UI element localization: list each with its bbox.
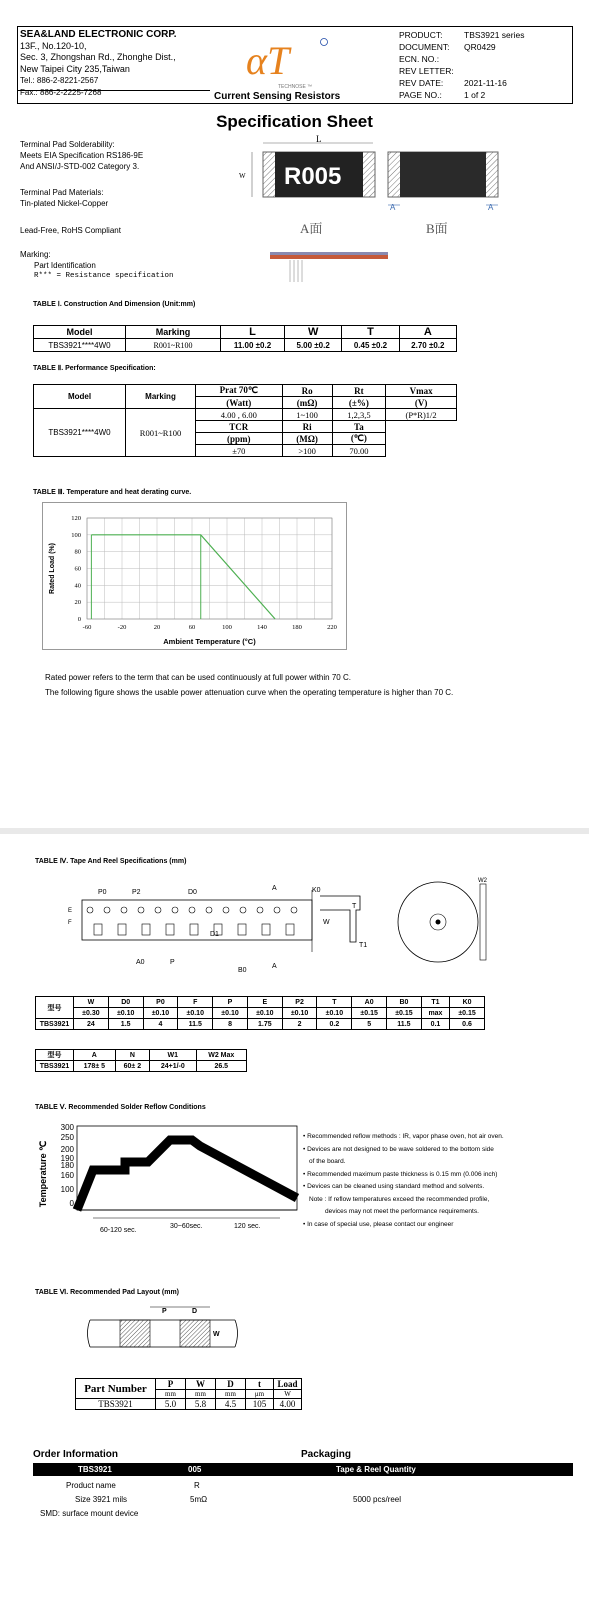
t4-tol-5: ±0.10 (247, 1008, 282, 1019)
svg-text:K0: K0 (312, 887, 321, 894)
tel: Tel.: 886-2-8221-2567 (20, 76, 99, 85)
table2-label: TABLE Ⅱ. Performance Specification: (33, 365, 156, 372)
t6-u-p: mm (156, 1390, 186, 1399)
t2-h-prat: Prat 70℃ (196, 385, 283, 397)
svg-text:B面: B面 (426, 221, 448, 236)
t4-col-2: P0 (143, 997, 178, 1008)
table3-label: TABLE Ⅲ. Temperature and heat derating curve. (33, 489, 192, 496)
sprocket-hole (257, 907, 263, 913)
svg-text:B0: B0 (238, 967, 247, 974)
t4r-row-head: 型号 (36, 1050, 74, 1061)
tape-pocket (262, 924, 270, 935)
resistor-drawing (230, 132, 510, 282)
sprocket-hole (223, 907, 229, 913)
t2-h-model: Model (34, 385, 126, 409)
t2-u-ro: (mΩ) (282, 397, 332, 409)
rated-power-note-2: The following figure shows the usable power attenuation curve when the operating temperature is higher than 70 C. (45, 688, 454, 697)
t2-marking: R001~R100 (126, 409, 196, 457)
sprocket-hole (172, 907, 178, 913)
svg-text:P: P (170, 959, 175, 966)
tape-pocket (142, 924, 150, 935)
t1-l: 11.00 ±0.2 (221, 339, 285, 352)
y-tick-label: 100 (71, 531, 81, 539)
sprocket-hole (240, 907, 246, 913)
fax: Fax.: 886-2-2225-7268 (20, 87, 102, 97)
sprocket-hole (138, 907, 144, 913)
x-tick-label: 140 (257, 624, 267, 631)
t4-col-4: P (213, 997, 248, 1008)
order-header-bar (33, 1463, 573, 1476)
svg-text:D: D (192, 1308, 198, 1315)
t4-val-8: 5 (352, 1019, 387, 1030)
t4-val-9: 11.5 (387, 1019, 422, 1030)
company-logo (226, 32, 336, 92)
y-tick-label: 60 (74, 565, 81, 573)
order-resistance: 5mΩ (190, 1495, 208, 1504)
t4r-model: TBS3921 (36, 1061, 74, 1072)
reflow-ytick: 300 (60, 1123, 74, 1132)
t6-u-load: W (274, 1390, 302, 1399)
order-smd-note: SMD: surface mount device (40, 1509, 139, 1518)
packaging-title: Packaging (301, 1449, 352, 1460)
svg-text:A面: A面 (300, 221, 323, 236)
svg-text:αT: αT (246, 38, 290, 83)
t4-val-4: 8 (213, 1019, 248, 1030)
t6-part: TBS3921 (76, 1399, 156, 1410)
t4-tol-9: ±0.15 (387, 1008, 422, 1019)
t2-u-tcr: (ppm) (196, 433, 283, 445)
x-tick-label: 60 (188, 624, 196, 631)
reel-spec-table (35, 1049, 247, 1072)
sprocket-hole (155, 907, 161, 913)
order-size: Size 3921 mils (75, 1495, 128, 1504)
t2-v-ri: >100 (282, 445, 332, 457)
tape-drawing (60, 872, 500, 982)
t1-h-model: Model (34, 326, 126, 339)
t1-h-l: L (221, 326, 285, 339)
t4-col-6: P2 (282, 997, 317, 1008)
t4-tol-2: ±0.10 (143, 1008, 178, 1019)
t4-col-9: B0 (387, 997, 422, 1008)
t4-model: TBS3921 (36, 1019, 74, 1030)
svg-text:30~60sec.: 30~60sec. (170, 1223, 203, 1230)
y-tick-label: 80 (74, 548, 81, 556)
tape-pocket (286, 924, 294, 935)
svg-text:F: F (68, 920, 72, 926)
t4-val-6: 2 (282, 1019, 317, 1030)
t2-v-ta: 70.00 (332, 445, 386, 457)
y-tick-label: 40 (74, 582, 81, 590)
rated-power-note-1: Rated power refers to the term that can be used continuously at full power within 70 C. (45, 673, 351, 682)
x-tick-label: -60 (82, 624, 92, 631)
t6-h-d: D (216, 1379, 246, 1390)
t4-tol-11: ±0.15 (450, 1008, 485, 1019)
reflow-chart (30, 1118, 300, 1244)
t4-col-7: T (317, 997, 352, 1008)
t4-tol-8: ±0.15 (352, 1008, 387, 1019)
t1-w: 5.00 ±0.2 (285, 339, 342, 352)
document-header (17, 26, 573, 104)
t2-empty (386, 421, 457, 457)
svg-text:R005: R005 (284, 163, 342, 190)
t4-val-0: 24 (74, 1019, 109, 1030)
x-tick-label: 20 (153, 624, 161, 631)
address-line-2: Sec. 3, Zhongshan Rd., Zhonghe Dist., (20, 52, 176, 62)
svg-text:A: A (488, 203, 494, 212)
t2-v-prat: 4.00 , 6.00 (196, 409, 283, 421)
company-block (20, 29, 177, 98)
svg-text:P: P (162, 1308, 167, 1315)
t4-row-head: 型号 (36, 997, 74, 1019)
t4-val-1: 1.5 (108, 1019, 143, 1030)
order-product-name: Product name (66, 1481, 116, 1490)
svg-text:W: W (239, 172, 246, 180)
svg-text:A0: A0 (136, 959, 145, 966)
order-bar-code: 005 (188, 1465, 202, 1474)
reflow-ytick: 0 (69, 1199, 74, 1208)
t2-u-vmax: (V) (386, 397, 457, 409)
pad-layout-drawing (85, 1302, 245, 1366)
t1-t: 0.45 ±0.2 (342, 339, 399, 352)
svg-text:Temperature ℃: Temperature ℃ (38, 1140, 48, 1208)
t4-col-8: A0 (352, 997, 387, 1008)
sprocket-hole (189, 907, 195, 913)
table6-label: TABLE Ⅵ. Recommended Pad Layout (mm) (35, 1289, 180, 1296)
x-axis-label: Ambient Temperature (°C) (163, 637, 256, 646)
t6-d: 4.5 (216, 1399, 246, 1410)
t4-col-1: D0 (108, 997, 143, 1008)
t6-u-t: μm (246, 1390, 274, 1399)
t4-val-5: 1.75 (247, 1019, 282, 1030)
t4-tol-4: ±0.10 (213, 1008, 248, 1019)
svg-text:D1: D1 (210, 931, 219, 938)
tape-pocket (190, 924, 198, 935)
tape-pocket (166, 924, 174, 935)
t2-model: TBS3921****4W0 (34, 409, 126, 457)
t6-h-w: W (186, 1379, 216, 1390)
svg-text:120 sec.: 120 sec. (234, 1223, 261, 1230)
tape-pocket (238, 924, 246, 935)
t6-p: 5.0 (156, 1399, 186, 1410)
tape-pocket (118, 924, 126, 935)
t6-w: 5.8 (186, 1399, 216, 1410)
svg-text:W: W (323, 919, 330, 926)
y-axis-label: Rated Load (%) (49, 543, 56, 594)
svg-text:W2: W2 (478, 878, 487, 884)
t2-u-prat: (Watt) (196, 397, 283, 409)
x-tick-label: -20 (117, 624, 127, 631)
t6-h-load: Load (274, 1379, 302, 1390)
sprocket-hole (87, 907, 93, 913)
t2-u-ri: (MΩ) (282, 433, 332, 445)
t2-u-rt: (±%) (332, 397, 386, 409)
table4-label: TABLE Ⅳ. Tape And Reel Specifications (mm) (35, 858, 187, 865)
t4r-val-2: 24+1/-0 (150, 1061, 196, 1072)
t2-h-ta: Ta (332, 421, 386, 433)
t4-col-3: F (178, 997, 213, 1008)
document-title: Current Sensing Resistors (214, 91, 341, 102)
svg-text:A: A (272, 963, 277, 970)
rohs-text: Lead-Free, RoHS Compliant (20, 226, 121, 235)
t2-v-tcr: ±70 (196, 445, 283, 457)
x-tick-label: 100 (222, 624, 232, 631)
reflow-ytick: 190 (60, 1154, 74, 1163)
t4-col-5: E (247, 997, 282, 1008)
sprocket-hole (274, 907, 280, 913)
svg-text:A: A (390, 203, 396, 212)
company-divider (18, 90, 210, 91)
company-name: SEA&LAND ELECTRONIC CORP. (20, 29, 177, 40)
t4-tol-3: ±0.10 (178, 1008, 213, 1019)
table1-label: TABLE Ⅰ. Construction And Dimension (Unit:mm) (33, 301, 196, 308)
reflow-ytick: 160 (60, 1171, 74, 1180)
t2-v-rt: 1,2,3,5 (332, 409, 386, 421)
reflow-ytick: 200 (60, 1145, 74, 1154)
svg-text:D0: D0 (188, 889, 197, 896)
t4r-val-3: 26.5 (196, 1061, 246, 1072)
t4r-col-0: A (74, 1050, 116, 1061)
t2-h-ri: Ri (282, 421, 332, 433)
sprocket-hole (291, 907, 297, 913)
t4-tol-7: ±0.10 (317, 1008, 352, 1019)
t4-val-10: 0.1 (421, 1019, 449, 1030)
t4r-val-1: 60± 2 (115, 1061, 149, 1072)
tape-spec-table (35, 996, 485, 1030)
svg-text:T: T (352, 903, 357, 910)
spec-title: Specification Sheet (216, 112, 373, 131)
x-tick-label: 220 (327, 624, 337, 631)
address-line-1: 13F., No.120-10, (20, 40, 87, 51)
svg-text:E: E (68, 908, 73, 914)
svg-text:L: L (316, 134, 322, 144)
document-meta: PRODUCT: TBS3921 series DOCUMENT: QR0429 ECN. NO.: REV LETTER: REV DATE: 2021-11-16 PAGE NO.: 1 of 2 (399, 30, 525, 100)
t6-h-part: Part Number (76, 1379, 156, 1399)
t4-tol-1: ±0.10 (108, 1008, 143, 1019)
table5-label: TABLE Ⅴ. Recommended Solder Reflow Conditions (35, 1104, 206, 1111)
t2-u-ta: (℃) (332, 433, 386, 445)
derating-chart (42, 502, 347, 650)
order-bar-packaging: Tape & Reel Quantity (336, 1465, 416, 1474)
t2-h-ro: Ro (282, 385, 332, 397)
derating-line (91, 535, 275, 619)
t1-a: 2.70 ±0.2 (399, 339, 456, 352)
performance-table (33, 384, 457, 457)
solderability-text: Terminal Pad Solderability: Meets EIA Specification RS186-9E And ANSI/J-STD-002 Category 3. (20, 140, 144, 171)
address-line-3: New Taipei City 235,Taiwan (20, 63, 130, 74)
t2-h-vmax: Vmax (386, 385, 457, 397)
svg-text:W: W (213, 1331, 220, 1338)
svg-text:A: A (272, 885, 277, 892)
materials-text: Terminal Pad Materials: Tin-plated Nickel-Copper (20, 188, 109, 208)
t2-h-tcr: TCR (196, 421, 283, 433)
order-quantity: 5000 pcs/reel (353, 1495, 402, 1504)
t4-val-3: 11.5 (178, 1019, 213, 1030)
t1-h-w: W (285, 326, 342, 339)
t6-load: 4.00 (274, 1399, 302, 1410)
t4-col-0: W (74, 997, 109, 1008)
svg-text:60-120 sec.: 60-120 sec. (100, 1227, 137, 1234)
svg-text:TECHNOSE ™: TECHNOSE ™ (278, 84, 313, 90)
y-tick-label: 0 (77, 616, 81, 623)
tape-pocket (94, 924, 102, 935)
t4-val-2: 4 (143, 1019, 178, 1030)
t4-tol-0: ±0.30 (74, 1008, 109, 1019)
t6-t: 105 (246, 1399, 274, 1410)
t4-col-11: K0 (450, 997, 485, 1008)
t1-marking: R001~R100 (126, 339, 221, 352)
y-tick-label: 20 (74, 599, 81, 607)
svg-text:T1: T1 (359, 942, 368, 949)
sprocket-hole (121, 907, 127, 913)
y-tick-label: 120 (71, 515, 81, 522)
t1-model: TBS3921****4W0 (34, 339, 126, 352)
t4r-val-0: 178± 5 (74, 1061, 116, 1072)
marking-text: Marking: Part Identification R*** = Resistance specification (20, 250, 174, 280)
t2-h-marking: Marking (126, 385, 196, 409)
t6-h-t: t (246, 1379, 274, 1390)
t6-h-p: P (156, 1379, 186, 1390)
t2-v-ro: 1~100 (282, 409, 332, 421)
t4-val-11: 0.6 (450, 1019, 485, 1030)
t4r-col-1: N (115, 1050, 149, 1061)
t1-h-marking: Marking (126, 326, 221, 339)
svg-text:P2: P2 (132, 889, 141, 896)
t4r-col-2: W1 (150, 1050, 196, 1061)
t1-h-a: A (399, 326, 456, 339)
t2-h-rt: Rt (332, 385, 386, 397)
t1-h-t: T (342, 326, 399, 339)
t4-tol-6: ±0.10 (282, 1008, 317, 1019)
reflow-ytick: 250 (60, 1133, 74, 1142)
reflow-notes: • Recommended reflow methods : IR, vapor phase oven, hot air oven. • Devices are not designed to be wave soldered to the bottom side of the board. • Recommended maximum paste thickness is 0.15 mm (0.006 inch) • Devices can be cleaned using standard method and solvents. Note : If reflow temperatures exceed the recommended profile, devices may not meet the performance requirements. • In case of special use, please contact our engineer (303, 1133, 504, 1228)
x-tick-label: 180 (292, 624, 302, 631)
t2-v-vmax: (P*R)1/2 (386, 409, 457, 421)
sprocket-hole (104, 907, 110, 913)
reflow-ytick: 180 (60, 1161, 74, 1170)
reflow-ytick: 100 (60, 1185, 74, 1194)
sprocket-hole (206, 907, 212, 913)
order-bar-model: TBS3921 (78, 1465, 112, 1474)
t4-col-10: T1 (421, 997, 449, 1008)
svg-text:P0: P0 (98, 889, 107, 896)
order-info-title: Order Information (33, 1449, 119, 1460)
t4-val-7: 0.2 (317, 1019, 352, 1030)
t6-u-d: mm (216, 1390, 246, 1399)
t6-u-w: mm (186, 1390, 216, 1399)
construction-table (33, 325, 457, 352)
order-product-code: R (194, 1481, 200, 1490)
pad-layout-table (75, 1378, 302, 1410)
t4-tol-10: max (421, 1008, 449, 1019)
t4r-col-3: W2 Max (196, 1050, 246, 1061)
